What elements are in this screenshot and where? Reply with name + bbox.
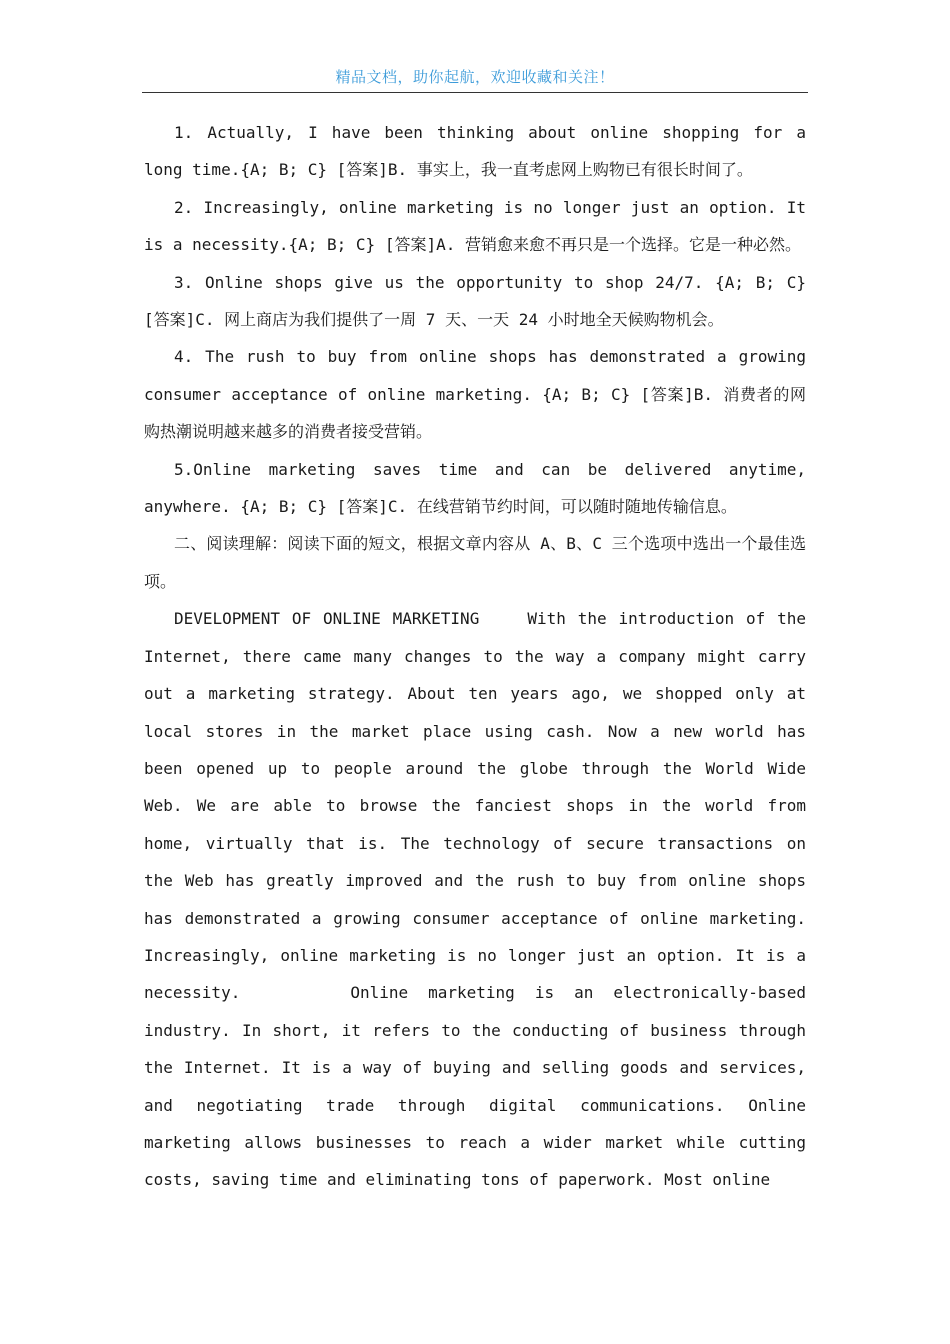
header-slogan: 精品文档，助你起航，欢迎收藏和关注！ — [335, 68, 615, 86]
exercise-item-3: 3. Online shops give us the opportunity to shop 24/7. {A; B; C} [答案]C. 网上商店为我们提供了一周 7 天、一天 24 小时地全天候购物机会。 — [144, 272, 806, 330]
document-body — [144, 114, 806, 1199]
exercise-item-1: 1. Actually, I have been thinking about online shopping for a long time.{A; B; C} [答案]B. 事实上，我一直考虑网上购物已有很长时间了。 — [144, 123, 806, 180]
article-body-part1: With the introduction of the Internet, there came many changes to the way a company might carry out a marketing strategy. About ten years ago, we shopped only at local stores in the market place using cash. Now a new world has been opened up to people around the globe through the World Wide Web. We are able to browse the fanciest shops in the world from home, virtually that is. The technology of secure transactions on the Web has greatly improved and the rush to buy from online shops has demonstrated a growing consumer acceptance of online marketing. Increasingly, online marketing is no longer just an option. It is a necessity. — [144, 609, 806, 1003]
article-paragraph — [144, 600, 806, 1199]
article-title: DEVELOPMENT OF ONLINE MARKETING — [174, 609, 480, 629]
exercise-item-4: 4. The rush to buy from online shops has demonstrated a growing consumer acceptance of online marketing. {A; B; C} [答案]B. 消费者的网购热潮说明越来越多的消费者接受营销。 — [144, 347, 806, 442]
exercise-item-5: 5.Online marketing saves time and can be delivered anytime, anywhere. {A; B; C} [答案]C. 在线营销节约时间，可以随时随地传输信息。 — [144, 459, 806, 517]
article-body-part2: Online marketing is an electronically-based industry. In short, it refers to the conducting of business through the Internet. It is a way of buying and selling goods and services, and negotiating trade through digital communications. Online marketing allows businesses to reach a wider market while cutting costs, saving time and eliminating tons of paperwork. Most online — [144, 983, 806, 1190]
page-header — [142, 66, 808, 93]
section-heading: 二、阅读理解：阅读下面的短文，根据文章内容从 A、B、C 三个选项中选出一个最佳选项。 — [144, 534, 806, 591]
exercise-item-2: 2. Increasingly, online marketing is no longer just an option. It is a necessity.{A; B; C} [答案]A. 营销愈来愈不再只是一个选择。它是一种必然。 — [144, 197, 806, 255]
